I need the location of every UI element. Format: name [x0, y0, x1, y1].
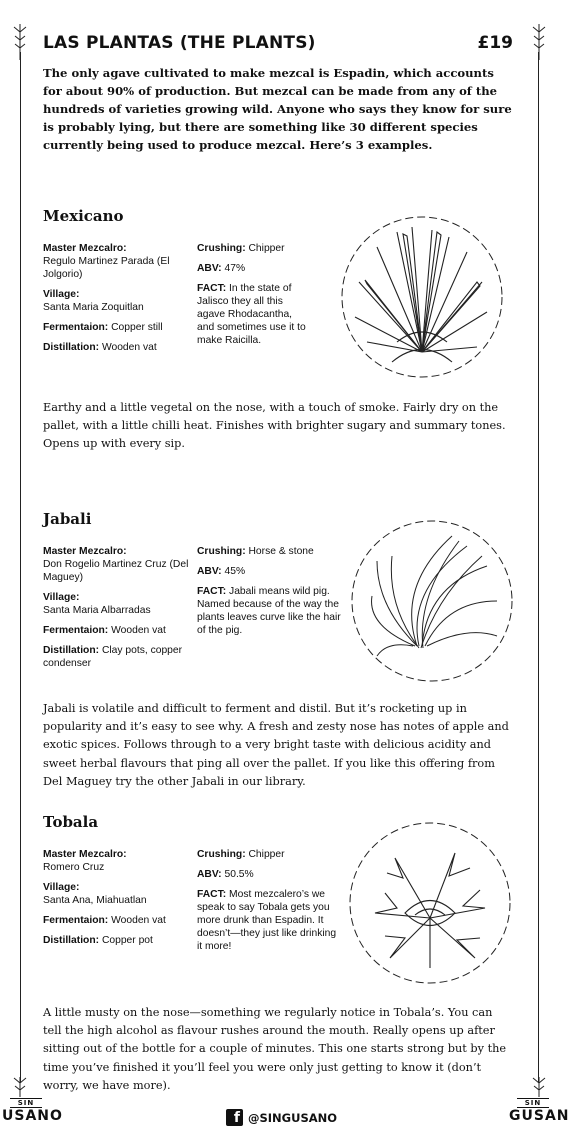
- agave-mexicano-illustration: [337, 212, 507, 382]
- village-value: Santa Ana, Miahuatlan: [43, 895, 147, 906]
- left-border-rule: [20, 52, 21, 1082]
- details-right-column: Crushing: Chipper ABV: 47% FACT: In the state of Jalisco they all this agave Rhodacantha, and sometimes use it to make Raicilla.: [197, 243, 306, 346]
- price-label: £19: [477, 33, 513, 53]
- fact-value: Most mezcalero’s we speak to say Tobala gets you more drunk than Espadin. It doesn’t—they just like drinking it more!: [197, 889, 337, 952]
- sin-gusano-logo-right: SIN GUSAN: [509, 1099, 570, 1124]
- details-left-column: Master Mezcalro: Romero Cruz Village: Santa Ana, Miahuatlan Fermentaion: Wooden vat Distillation: Copper pot: [43, 848, 193, 954]
- distillation-value: Copper pot: [101, 935, 153, 946]
- social-handle-text: @SINGUSANO: [248, 1110, 338, 1125]
- distillation-value: Clay pots, copper condenser: [43, 645, 183, 669]
- right-border-rule: [538, 52, 539, 1082]
- page-title: LAS PLANTAS (THE PLANTS): [43, 33, 316, 53]
- details-left-column: Master Mezcalro: Regulo Martinez Parada (El Jolgorio) Village: Santa Maria Zoquitlan Fermentaion: Copper still Distillation: Wooden vat: [43, 242, 193, 361]
- fermentation-value: Wooden vat: [111, 915, 166, 926]
- facebook-icon: f: [226, 1109, 243, 1126]
- fact-value: Jabali means wild pig. Named because of the way the plants leaves curve like the hair of the pig.: [197, 586, 341, 636]
- village-value: Santa Maria Zoquitlan: [43, 302, 144, 313]
- details-right-column: Crushing: Horse & stone ABV: 45% FACT: Jabali means wild pig. Named because of the way the plants leaves curve like the hair of the pig.: [197, 546, 341, 636]
- crushing-value: Horse & stone: [248, 546, 314, 557]
- section-title: Mexicano: [43, 207, 124, 225]
- abv-value: 50.5%: [224, 869, 254, 880]
- fact-value: In the state of Jalisco they all this agave Rhodacantha, and sometimes use it to make Raicilla.: [197, 283, 306, 346]
- village-value: Santa Maria Albarradas: [43, 605, 151, 616]
- fermentation-value: Wooden vat: [111, 625, 166, 636]
- distillation-value: Wooden vat: [101, 342, 157, 353]
- social-handle-link[interactable]: [226, 1109, 337, 1126]
- leaf-ornament-icon: [528, 22, 550, 62]
- fermentation-value: Copper still: [111, 322, 163, 333]
- sin-gusano-logo-left: SIN USANO: [2, 1099, 63, 1124]
- tasting-description: Earthy and a little vegetal on the nose, with a touch of smoke. Fairly dry on the pallet, with a little chilli heat. Finishes with brighter sugary and summary tones. Opens up with every sip.: [43, 401, 506, 451]
- agave-jabali-illustration: [347, 516, 517, 686]
- crushing-value: Chipper: [248, 243, 285, 254]
- abv-value: 47%: [224, 263, 246, 274]
- leaf-ornament-icon: [9, 22, 31, 62]
- intro-paragraph: The only agave cultivated to make mezcal is Espadin, which accounts for about 90% of production. But mezcal can be made from any of the hundreds of varieties growing wild. Anyone who says they know for sure is probably lying, but there are something like 30 different species currently being used to produce mezcal. Here’s 3 examples.: [43, 66, 512, 152]
- abv-value: 45%: [224, 566, 246, 577]
- leaf-ornament-icon: [528, 1075, 550, 1099]
- leaf-ornament-icon: [9, 1075, 31, 1099]
- master-mezcalero-value: Regulo Martinez Parada (El Jolgorio): [43, 256, 170, 280]
- tasting-description: A little musty on the nose—something we regularly notice in Tobala’s. You can tell the high alcohol as flavour rushes around the mouth. Really opens up after sitting out of the bottle for a couple of minutes. This one starts strong but by the time you’ve finished it you’ll feel you were only just getting to know it (don’t worry, we have more).: [43, 1006, 507, 1092]
- crushing-value: Chipper: [248, 849, 285, 860]
- details-left-column: Master Mezcalro: Don Rogelio Martinez Cruz (Del Maguey) Village: Santa Maria Albarradas Fermentaion: Wooden vat Distillation: Clay pots, copper condenser: [43, 545, 193, 677]
- section-title: Tobala: [43, 813, 99, 831]
- details-right-column: Crushing: Chipper ABV: 50.5% FACT: Most mezcalero’s we speak to say Tobala gets you more drunk than Espadin. It doesn’t—they just like drinking it more!: [197, 849, 337, 952]
- tasting-description: Jabali is volatile and difficult to ferment and distil. But it’s rocketing up in popularity and it’s easy to see why. A fresh and zesty nose has notes of apple and exotic spices. Follows through to a very bright taste with delicious acidity and sweet herbal flavours that ping all over the pallet. If you like this offering from Del Maguey try the other Jabali in our library.: [43, 702, 509, 788]
- agave-tobala-illustration: [345, 818, 515, 988]
- master-mezcalero-value: Romero Cruz: [43, 862, 105, 873]
- master-mezcalero-value: Don Rogelio Martinez Cruz (Del Maguey): [43, 559, 189, 583]
- section-title: Jabali: [43, 510, 92, 528]
